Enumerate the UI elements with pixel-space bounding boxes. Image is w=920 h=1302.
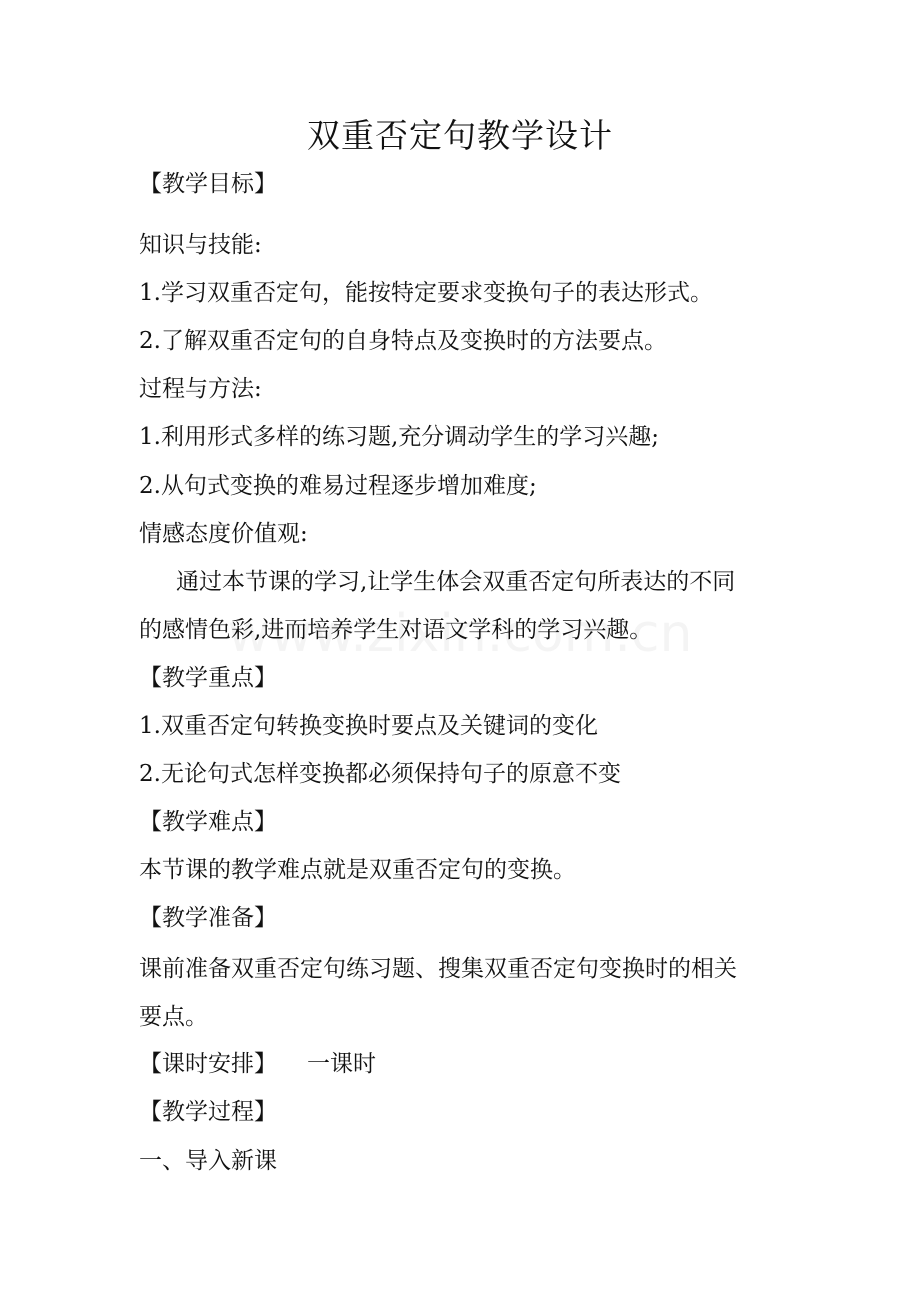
values-text-line-1: 通过本节课的学习,让学生体会双重否定句所表达的不同: [176, 569, 736, 595]
difficulty-heading: 【教学难点】: [139, 809, 277, 835]
key-points-heading: 【教学重点】: [139, 665, 277, 691]
section-one-heading: 一、导入新课: [139, 1148, 277, 1174]
knowledge-item-2: 2.了解双重否定句的自身特点及变换时的方法要点。: [139, 328, 667, 354]
process-methods-label: 过程与方法:: [139, 376, 262, 402]
document-title: 双重否定句教学设计: [307, 116, 613, 155]
preparation-text-line-2: 要点。: [139, 1004, 208, 1030]
preparation-text-line-1: 课前准备双重否定句练习题、搜集双重否定句变换时的相关: [139, 956, 737, 982]
schedule-row: [139, 1048, 376, 1080]
schedule-value: 一课时: [307, 1051, 376, 1077]
knowledge-skills-label: 知识与技能:: [139, 232, 262, 258]
preparation-heading: 【教学准备】: [139, 905, 277, 931]
difficulty-text: 本节课的教学难点就是双重否定句的变换。: [139, 857, 576, 883]
schedule-heading: 【课时安排】: [139, 1051, 277, 1077]
key-point-2: 2.无论句式怎样变换都必须保持句子的原意不变: [139, 761, 621, 787]
values-text-line-2: 的感情色彩,进而培养学生对语文学科的学习兴趣。: [139, 617, 653, 643]
key-point-1: 1.双重否定句转换变换时要点及关键词的变化: [139, 713, 598, 739]
objectives-heading: 【教学目标】: [139, 171, 277, 197]
process-heading: 【教学过程】: [139, 1099, 277, 1125]
process-item-2: 2.从句式变换的难易过程逐步增加难度;: [139, 473, 537, 499]
process-item-1: 1.利用形式多样的练习题,充分调动学生的学习兴趣;: [139, 424, 660, 450]
values-label: 情感态度价值观:: [139, 521, 308, 547]
knowledge-item-1: 1.学习双重否定句，能按特定要求变换句子的表达形式。: [139, 280, 713, 306]
watermark: [200, 604, 720, 664]
